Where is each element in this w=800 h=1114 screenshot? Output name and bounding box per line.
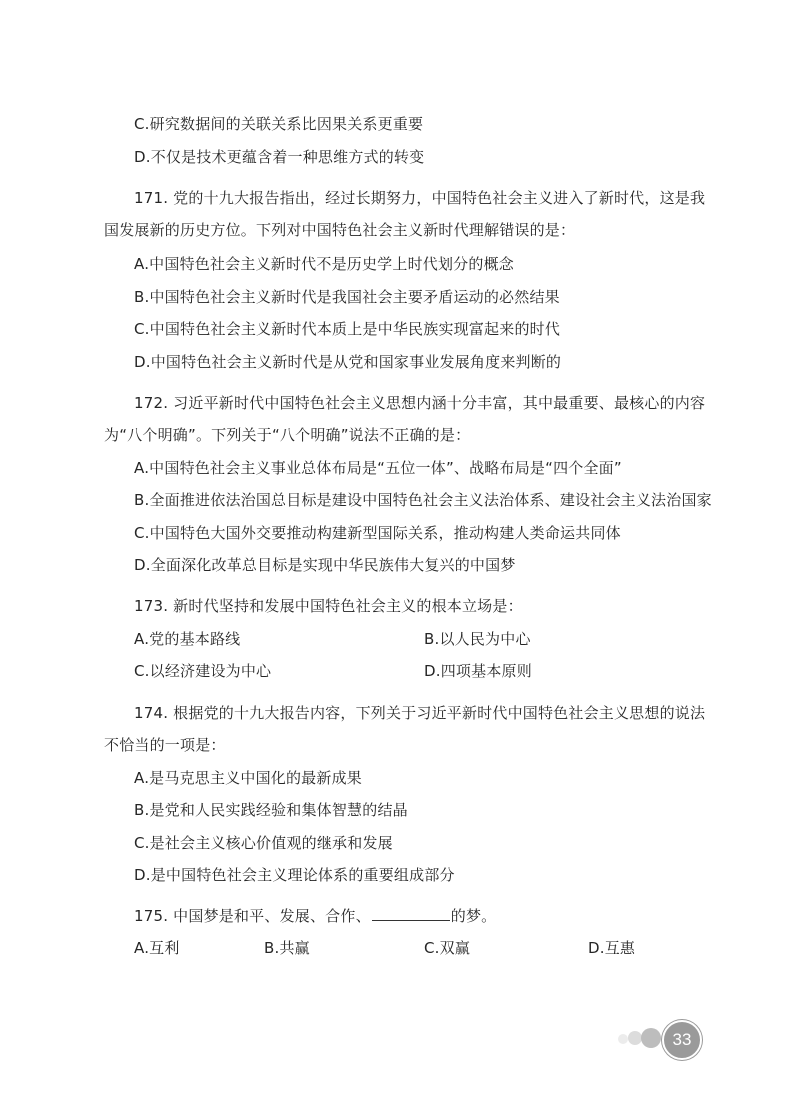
question-175-option-a: A.互利 (134, 939, 180, 957)
question-171-option-a: A.中国特色社会主义新时代不是历史学上时代划分的概念 (134, 255, 514, 273)
question-174-stem: 174. 根据党的十九大报告内容，下列关于习近平新时代中国特色社会主义思想的说法 (134, 704, 706, 722)
decorative-dot (641, 1028, 661, 1048)
question-171-stem: 171. 党的十九大报告指出，经过长期努力，中国特色社会主义进入了新时代，这是我 (134, 189, 706, 207)
question-172-stem-cont: 为“八个明确”。下列关于“八个明确”说法不正确的是： (104, 426, 471, 444)
question-172-option-b: B.全面推进依法治国总目标是建设中国特色社会主义法治体系、建设社会主义法治国家 (134, 491, 712, 509)
question-173-option-c: C.以经济建设为中心 (134, 662, 272, 680)
question-171-option-d: D.中国特色社会主义新时代是从党和国家事业发展角度来判断的 (134, 353, 562, 371)
question-173-stem: 173. 新时代坚持和发展中国特色社会主义的根本立场是： (134, 597, 523, 615)
question-172-stem: 172. 习近平新时代中国特色社会主义思想内涵十分丰富，其中最重要、最核心的内容 (134, 394, 706, 412)
question-175-stem-after: 的梦。 (450, 907, 497, 925)
question-171-option-b: B.中国特色社会主义新时代是我国社会主要矛盾运动的必然结果 (134, 288, 560, 306)
question-173-option-d: D.四项基本原则 (424, 662, 532, 680)
question-171-stem-cont: 国发展新的历史方位。下列对中国特色社会主义新时代理解错误的是： (104, 221, 576, 239)
fill-in-blank (372, 906, 450, 921)
question-171-option-c: C.中国特色社会主义新时代本质上是中华民族实现富起来的时代 (134, 320, 561, 338)
question-172-option-c: C.中国特色大国外交要推动构建新型国际关系，推动构建人类命运共同体 (134, 524, 621, 542)
question-172-option-a: A.中国特色社会主义事业总体布局是“五位一体”、战略布局是“四个全面” (134, 459, 622, 477)
page-number: 33 (662, 1020, 702, 1060)
question-175-stem-before: 175. 中国梦是和平、发展、合作、 (134, 907, 371, 925)
question-175-option-d: D.互惠 (588, 939, 636, 957)
question-174-option-a: A.是马克思主义中国化的最新成果 (134, 769, 362, 787)
question-172-option-d: D.全面深化改革总目标是实现中华民族伟大复兴的中国梦 (134, 556, 516, 574)
question-175-option-b: B.共赢 (264, 939, 310, 957)
page-number-badge (612, 1018, 704, 1062)
decorative-dot (618, 1034, 628, 1044)
decorative-dot (628, 1031, 642, 1045)
question-175-stem (134, 905, 496, 927)
question-174-option-b: B.是党和人民实践经验和集体智慧的结晶 (134, 801, 408, 819)
question-173-option-a: A.党的基本路线 (134, 630, 241, 648)
option-c: C.研究数据间的关联关系比因果关系更重要 (134, 115, 424, 133)
question-174-option-c: C.是社会主义核心价值观的继承和发展 (134, 834, 393, 852)
question-175-option-c: C.双赢 (424, 939, 471, 957)
option-d: D.不仅是技术更蕴含着一种思维方式的转变 (134, 148, 425, 166)
question-174-stem-cont: 不恰当的一项是： (104, 736, 226, 754)
question-174-option-d: D.是中国特色社会主义理论体系的重要组成部分 (134, 866, 455, 884)
question-173-option-b: B.以人民为中心 (424, 630, 531, 648)
